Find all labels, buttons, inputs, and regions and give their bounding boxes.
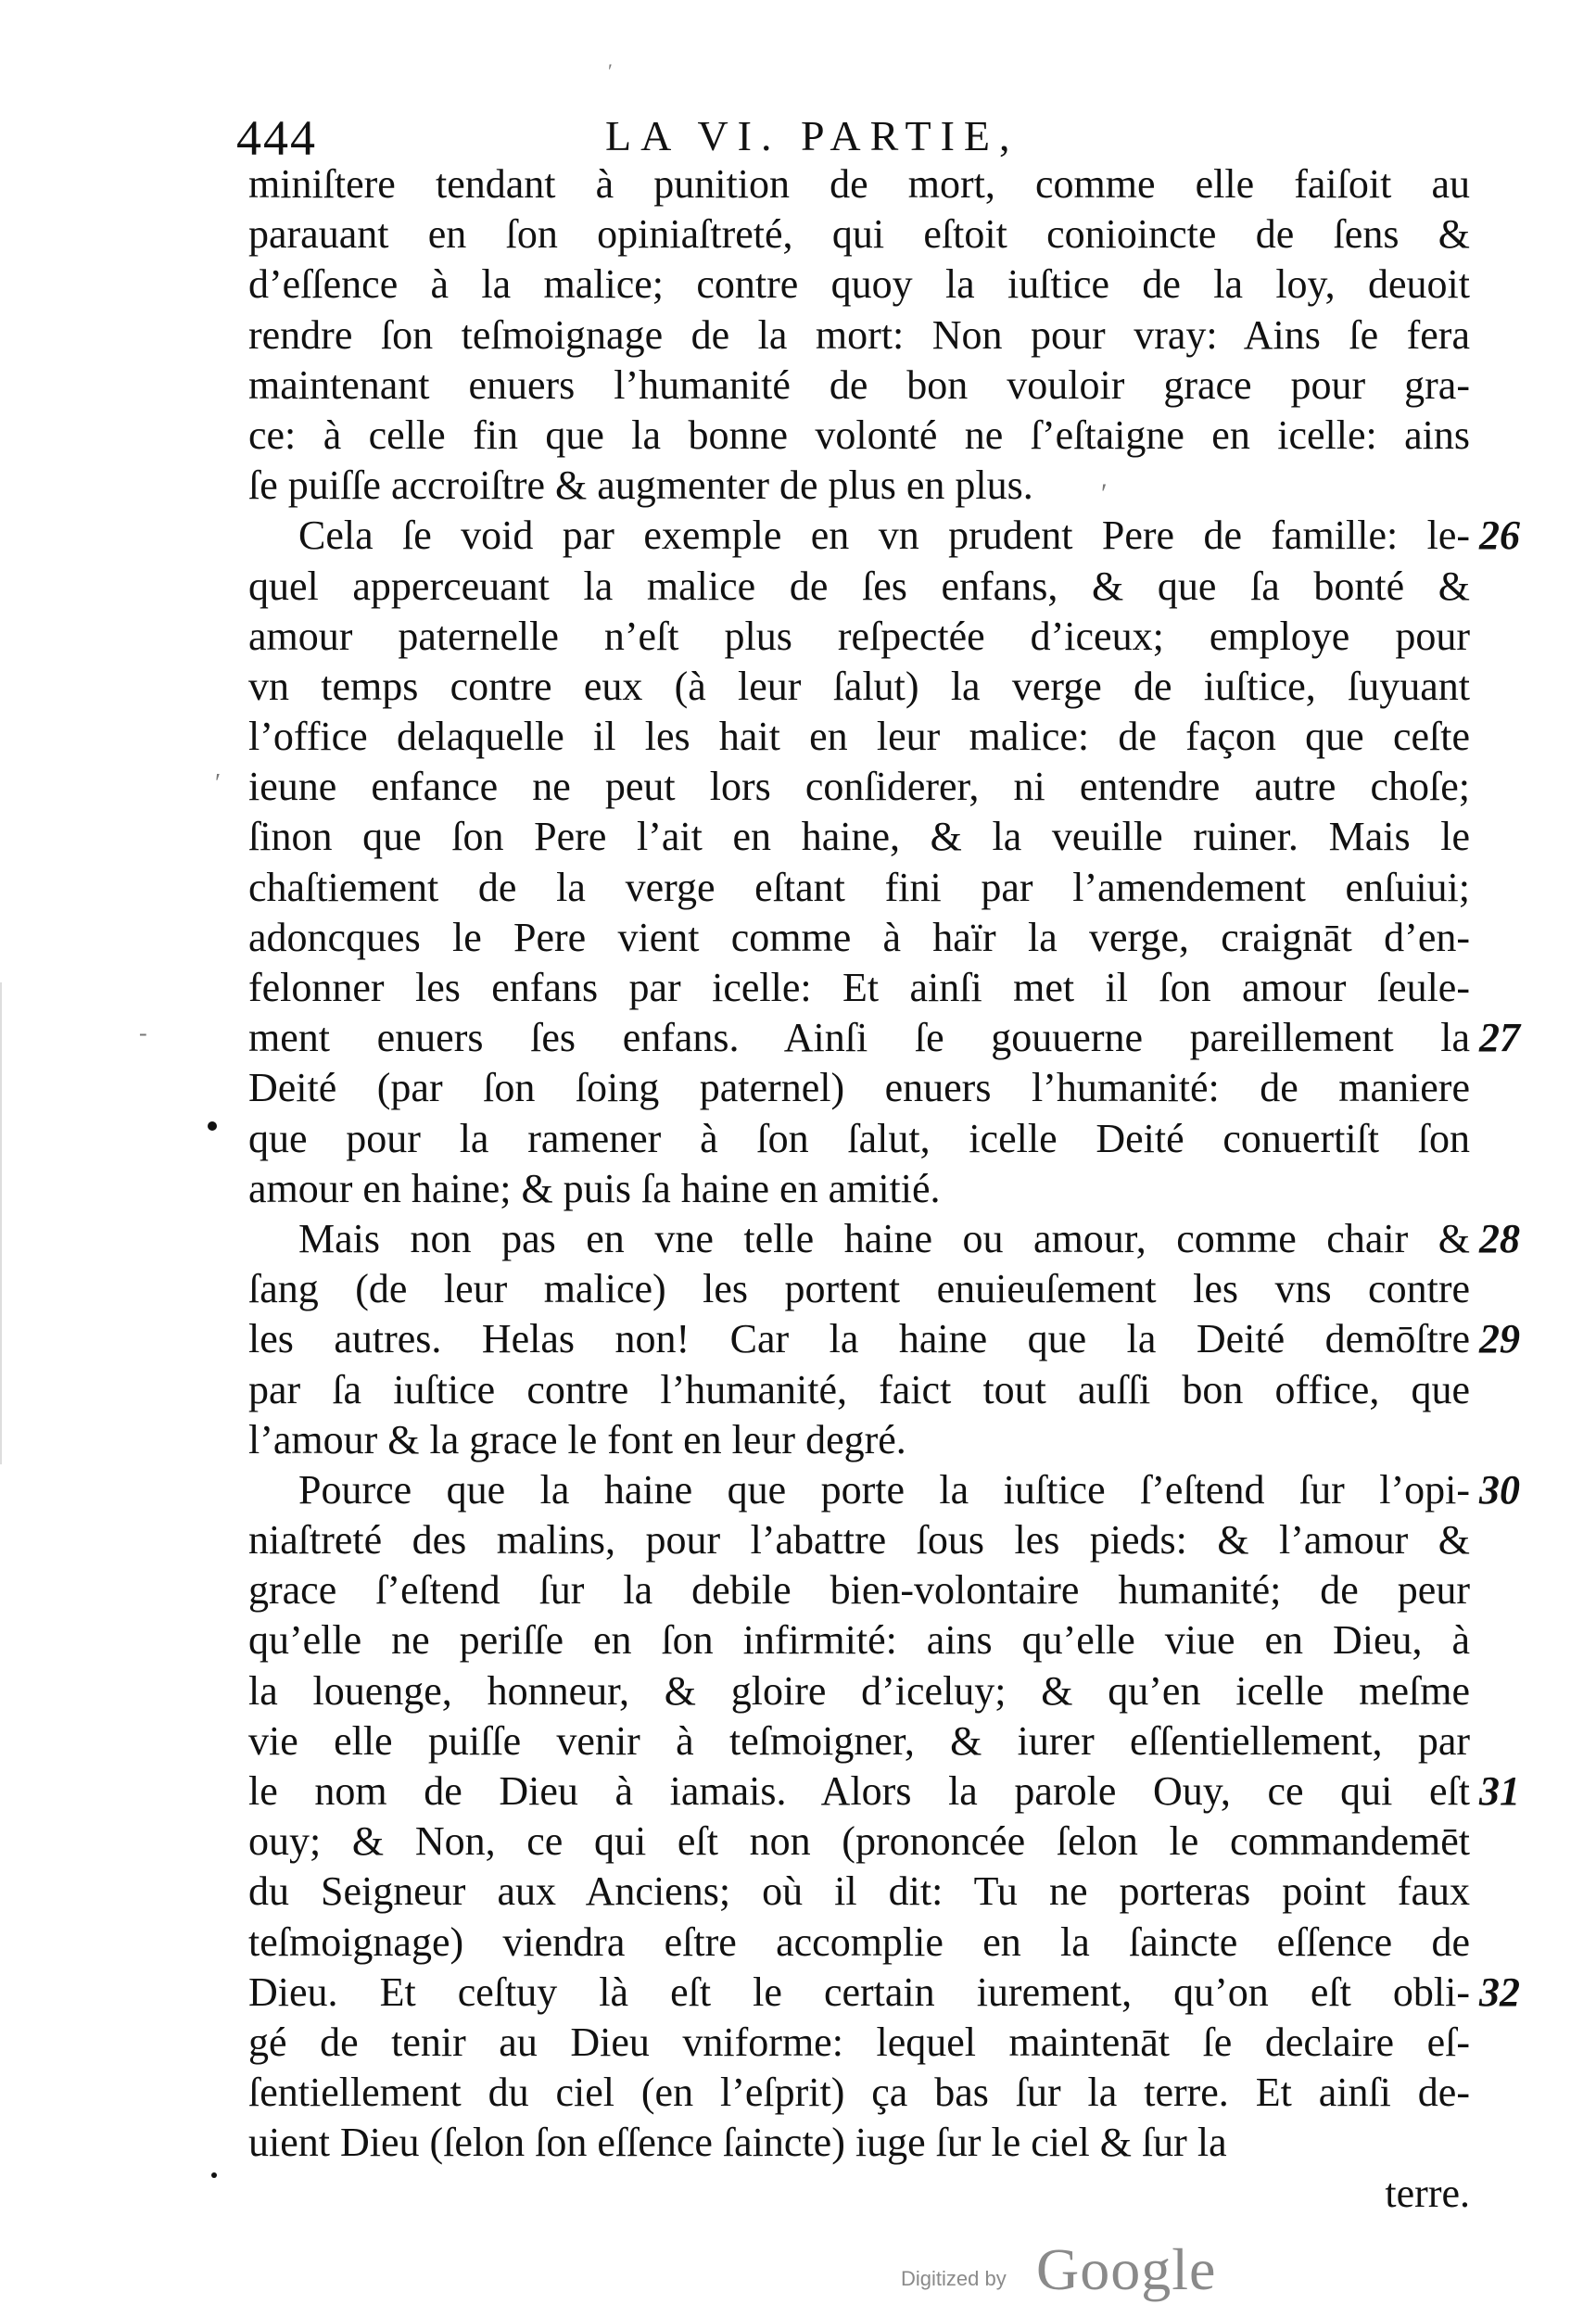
text-line-content: parauant en ſon opiniaſtreté, qui eſtoit conioincte de ſens &: [248, 211, 1470, 258]
text-line: [248, 963, 1470, 1013]
text-line-content: vn temps contre eux (à leur ſalut) la verge de iuſtice, ſuyuant: [248, 663, 1470, 709]
text-line-content: teſmoignage) viendra eſtre accomplie en la ſaincte eſſence de: [248, 1918, 1470, 1965]
digitized-by-google-watermark: [901, 2235, 1235, 2300]
text-line-content: uient Dieu (ſelon ſon eſſence ſaincte) iuge ſur le ciel & ſur la: [248, 2120, 1227, 2166]
text-line: [248, 1968, 1520, 2018]
verse-number: 31: [1479, 1768, 1520, 1814]
text-line-content: le nom de Dieu à iamais. Alors la parole Ouy, ce qui eſt: [248, 1768, 1470, 1814]
text-line-content: ſinon que ſon Pere l’ait en haine, & la veuille ruiner. Mais le: [248, 814, 1470, 860]
text-line: [248, 1264, 1470, 1314]
text-line-content: grace ſ’eſtend ſur la debile bien-volontaire humanité; de peur: [248, 1567, 1470, 1614]
text-line: [248, 310, 1470, 361]
text-line: [248, 260, 1470, 310]
text-line-content: Dieu. Et ceſtuy là eſt le certain iurement, qu’on eſt obli-: [248, 1969, 1470, 2015]
text-line: [248, 812, 1470, 862]
text-line-content: Mais non pas en vne telle haine ou amour, comme chair &: [298, 1215, 1470, 1261]
text-line: [248, 1515, 1470, 1565]
text-line-content: niaſtreté des malins, pour l’abattre ſous les pieds: & l’amour &: [248, 1517, 1470, 1564]
page-header: [236, 109, 1469, 165]
text-line-content: ſang (de leur malice) les portent enuieuſement les vns contre: [248, 1266, 1470, 1312]
page-number: 444: [236, 110, 317, 166]
text-line: [248, 1918, 1470, 1968]
text-line-content: terre.: [1385, 2170, 1470, 2216]
text-line-content: la louenge, honneur, & gloire d’iceluy; & qu’en icelle meſme: [248, 1667, 1470, 1714]
text-line: [248, 1716, 1470, 1766]
verse-number: 29: [1479, 1316, 1520, 1362]
verse-number: 32: [1479, 1969, 1520, 2015]
text-line-content: d’eſſence à la malice; contre quoy la iuſtice de la loy, deuoit: [248, 261, 1470, 308]
text-line-content: Pource que la haine que porte la iuſtice ſ’eſtend ſur l’opi-: [298, 1466, 1470, 1513]
text-line-content: qu’elle ne periſſe en ſon infirmité: ains qu’elle viue en Dieu, à: [248, 1617, 1470, 1664]
verse-number: 30: [1479, 1466, 1520, 1513]
body-text: [248, 159, 1520, 2219]
text-line-content: quel apperceuant la malice de ſes enfans, & que ſa bonté &: [248, 563, 1470, 609]
text-line-content: ouy; & Non, ce qui eſt non (prononcée ſelon le commandemēt: [248, 1818, 1470, 1865]
text-line: [248, 1565, 1470, 1615]
text-line-content: miniſtere tendant à punition de mort, comme elle faiſoit au: [248, 161, 1470, 207]
text-line-content: amour en haine; & puis ſa haine en amitié.: [248, 1165, 941, 1211]
text-line: [248, 511, 1520, 561]
text-line: [248, 1063, 1470, 1113]
text-line: [248, 1114, 1470, 1164]
text-line: [248, 159, 1470, 209]
text-line: [248, 2018, 1470, 2068]
text-line: [248, 2118, 1470, 2168]
text-line: [248, 1817, 1470, 1867]
text-line-content: felonner les enfans par icelle: Et ainſi met il ſon amour ſeule-: [248, 965, 1470, 1010]
text-line-content: chaſtiement de la verge eſtant fini par l’amendement enſuiui;: [248, 864, 1470, 910]
scan-speck: ′: [215, 769, 222, 798]
text-line: [248, 1013, 1520, 1063]
text-line-content: ce: à celle fin que la bonne volonté ne ſ’eſtaigne en icelle: ains: [248, 411, 1470, 458]
text-line: [248, 1766, 1520, 1817]
verse-number: 28: [1479, 1215, 1520, 1261]
text-line: [248, 913, 1470, 963]
scan-speck: [211, 2172, 217, 2178]
text-line-content: vie elle puiſſe venir à teſmoigner, & iurer eſſentiellement, par: [248, 1717, 1470, 1764]
text-line: [248, 1214, 1520, 1264]
verse-number: 26: [1479, 513, 1520, 559]
text-line-content: gé de tenir au Dieu vniforme: lequel maintenāt ſe declaire eſ-: [248, 2019, 1470, 2065]
text-line: [248, 411, 1470, 461]
google-logo: Google: [1036, 2236, 1217, 2302]
text-line-content: ſentiellement du ciel (en l’eſprit) ça bas ſur la terre. Et ainſi de-: [248, 2070, 1470, 2116]
text-line-content: les autres. Helas non! Car la haine que la Deité demōſtre: [248, 1316, 1470, 1362]
text-line: [248, 1415, 1470, 1465]
scan-speck: ′: [1101, 478, 1108, 509]
text-line: [248, 863, 1470, 913]
text-line-content: rendre ſon teſmoignage de la mort: Non pour vray: Ains ſe fera: [248, 311, 1470, 358]
margin-shadow: [0, 982, 2, 1464]
text-line-content: ſe puiſſe accroiſtre & augmenter de plus en plus.: [248, 462, 1033, 509]
text-line-content: Deité (par ſon ſoing paternel) enuers l’humanité: de maniere: [248, 1065, 1470, 1111]
text-line: [248, 1314, 1520, 1364]
text-line-content: ieune enfance ne peut lors conſiderer, ni entendre autre choſe;: [248, 764, 1470, 810]
text-line: [248, 662, 1470, 712]
text-line-content: par ſa iuſtice contre l’humanité, faict tout auſſi bon office, que: [248, 1366, 1470, 1412]
text-line: [248, 1164, 1470, 1214]
text-line: [248, 1465, 1520, 1515]
text-line-content: du Seigneur aux Anciens; où il dit: Tu ne porteras point faux: [248, 1868, 1470, 1915]
text-line-content: l’office delaquelle il les hait en leur malice: de façon que ceſte: [248, 714, 1470, 760]
text-line: [248, 361, 1470, 411]
text-line-content: adoncques le Pere vient comme à haïr la verge, craignāt d’en-: [248, 914, 1470, 960]
scan-speck: [208, 1121, 217, 1131]
text-line: [248, 209, 1470, 260]
text-line-content: ment enuers ſes enfans. Ainſi ſe gouuerne pareillement la: [248, 1015, 1470, 1061]
text-line-content: maintenant enuers l’humanité de bon vouloir grace pour gra-: [248, 361, 1470, 408]
verse-number: 27: [1479, 1015, 1520, 1061]
scan-speck: ′: [608, 59, 613, 82]
text-line: [248, 1615, 1470, 1665]
digitized-label: Digitized by: [901, 2267, 1007, 2290]
text-line-content: amour paternelle n’eſt plus reſpectée d’iceux; employe pour: [248, 613, 1470, 659]
text-line-content: Cela ſe void par exemple en vn prudent Pere de famille: le-: [298, 513, 1470, 559]
text-line: [248, 1666, 1470, 1716]
text-line: [248, 762, 1470, 812]
text-line: [248, 562, 1470, 612]
text-line: [248, 2068, 1470, 2118]
text-line-content: l’amour & la grace le font en leur degré.: [248, 1416, 906, 1462]
text-line: [248, 1365, 1470, 1415]
text-line: [248, 1867, 1470, 1917]
text-line: [248, 612, 1470, 662]
running-head: LA VI. PARTIE,: [605, 112, 1020, 159]
text-line-content: que pour la ramener à ſon ſalut, icelle Deité conuertiſt ſon: [248, 1115, 1470, 1161]
text-line: [248, 2169, 1470, 2219]
text-line: [248, 712, 1470, 762]
scan-speck: -: [139, 1019, 147, 1046]
text-line: [248, 461, 1470, 511]
